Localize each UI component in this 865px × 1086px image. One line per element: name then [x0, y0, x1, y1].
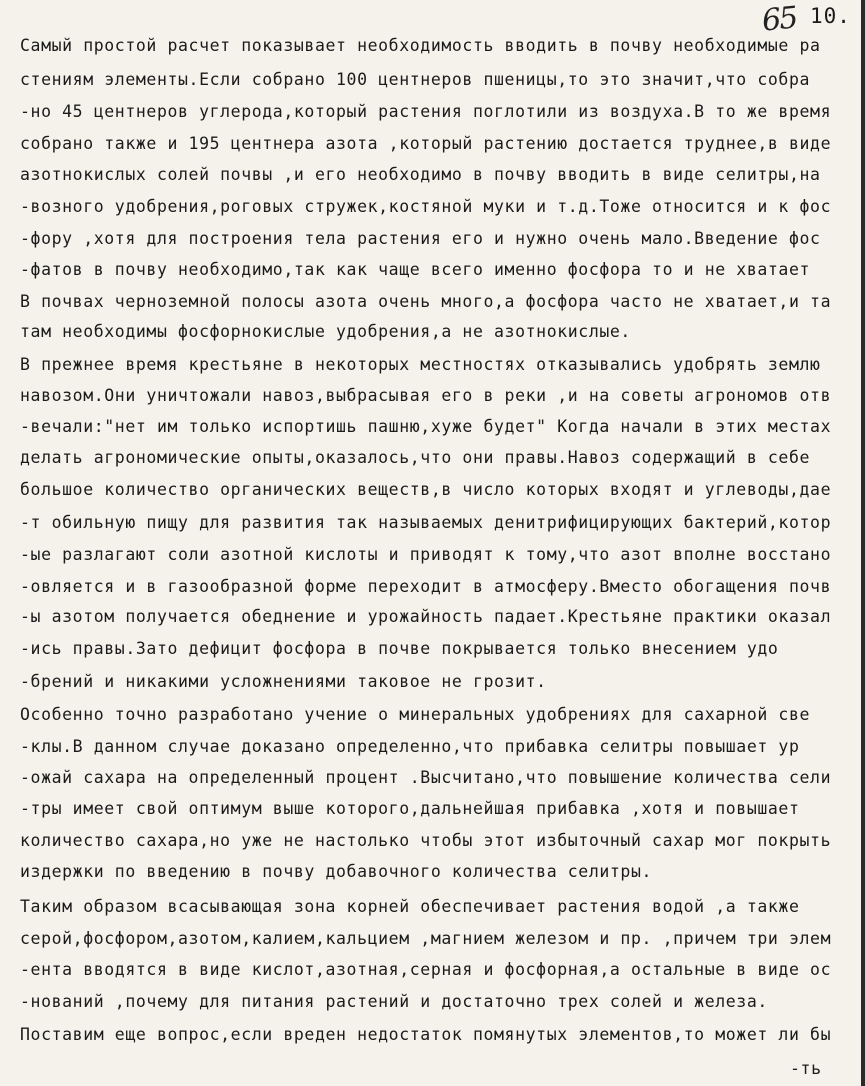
text-line: -овляется и в газообразной форме переходит в атмосферу.Вместо обогащения почв	[20, 577, 832, 596]
text-line: там необходимы фосфорнокислые удобрения,а не азотнокислые.	[20, 322, 631, 341]
text-line: -тры имеет свой оптимум выше которого,дальнейшая прибавка ,хотя и повышает	[20, 799, 800, 818]
text-line: навозом.Они уничтожали навоз,выбрасывая его в реки ,и на советы агрономов отв	[20, 386, 832, 405]
text-line: количество сахара,но уже не настолько чтобы этот избыточный сахар мог покрыть	[20, 831, 832, 850]
text-line: большое количество органических веществ,в число которых входят и углеводы,дае	[20, 480, 832, 499]
text-line: Самый простой расчет показывает необходимость вводить в почву необходимые ра	[20, 36, 821, 55]
catchword: -ть	[790, 1059, 822, 1078]
text-line: -т обильную пищу для развития так называемых денитрифицирующих бактерий,котор	[20, 513, 832, 532]
text-line: -брений и никакими усложнениями таковое не грозит.	[20, 672, 547, 691]
text-line: -ые разлагают соли азотной кислоты и приводят к тому,что азот вполне восстано	[20, 545, 832, 564]
text-line: -вечали:"нет им только испортишь пашню,хуже будет" Когда начали в этих местах	[20, 417, 832, 436]
text-line: издержки по введению в почву добавочного количества селитры.	[20, 862, 653, 881]
text-line: азотнокислых солей почвы ,и его необходимо в почву вводить в виде селитры,на	[20, 165, 821, 184]
page-number: 10.	[810, 4, 851, 28]
text-line: В почвах черноземной полосы азота очень много,а фосфора часто не хватает,и та	[20, 292, 832, 311]
text-line: стениям элементы.Если собрано 100 центнеров пшеницы,то это значит,что собра	[20, 70, 811, 89]
text-line: делать агрономические опыты,оказалось,что они правы.Навоз содержащий в себе	[20, 448, 811, 467]
text-line: -фатов в почву необходимо,так как чаще всего именно фосфора то и не хватает	[20, 260, 811, 279]
text-line: серой,фосфором,азотом,калием,кальцием ,магнием железом и пр. ,причем три элем	[20, 929, 832, 948]
text-line: -ы азотом получается обеднение и урожайность падает.Крестьяне практики оказал	[20, 607, 832, 626]
text-line: -нований ,почему для питания растений и достаточно трех солей и железа.	[20, 992, 768, 1011]
text-line: Поставим еще вопрос,если вреден недостаток помянутых элементов,то может ли бы	[20, 1025, 832, 1044]
handwritten-page-number: 65	[760, 0, 798, 39]
text-line: -но 45 центнеров углерода,который растения поглотили из воздуха.В то же время	[20, 102, 832, 121]
text-line: Таким образом всасывающая зона корней обеспечивает растения водой ,а также	[20, 897, 800, 916]
text-line: -ожай сахара на определенный процент .Высчитано,что повышение количества сели	[20, 768, 832, 787]
text-line: -фору ,хотя для построения тела растения его и нужно очень мало.Введение фос	[20, 229, 821, 248]
text-line: собрано также и 195 центнера азота ,который растению достается труднее,в виде	[20, 134, 832, 153]
text-line: -ента вводятся в виде кислот,азотная,серная и фосфорная,а остальные в виде ос	[20, 960, 832, 979]
scan-edge	[861, 0, 865, 1086]
text-line: -ись правы.Зато дефицит фосфора в почве покрывается только внесением удо	[20, 639, 779, 658]
text-line: В прежнее время крестьяне в некоторых местностях отказывались удобрять землю	[20, 355, 821, 374]
text-line: Особенно точно разработано учение о минеральных удобрениях для сахарной све	[20, 705, 811, 724]
text-line: -клы.В данном случае доказано определенно,что прибавка селитры повышает ур	[20, 737, 800, 756]
text-line: -возного удобрения,роговых стружек,костяной муки и т.д.Тоже относится и к фос	[20, 197, 832, 216]
